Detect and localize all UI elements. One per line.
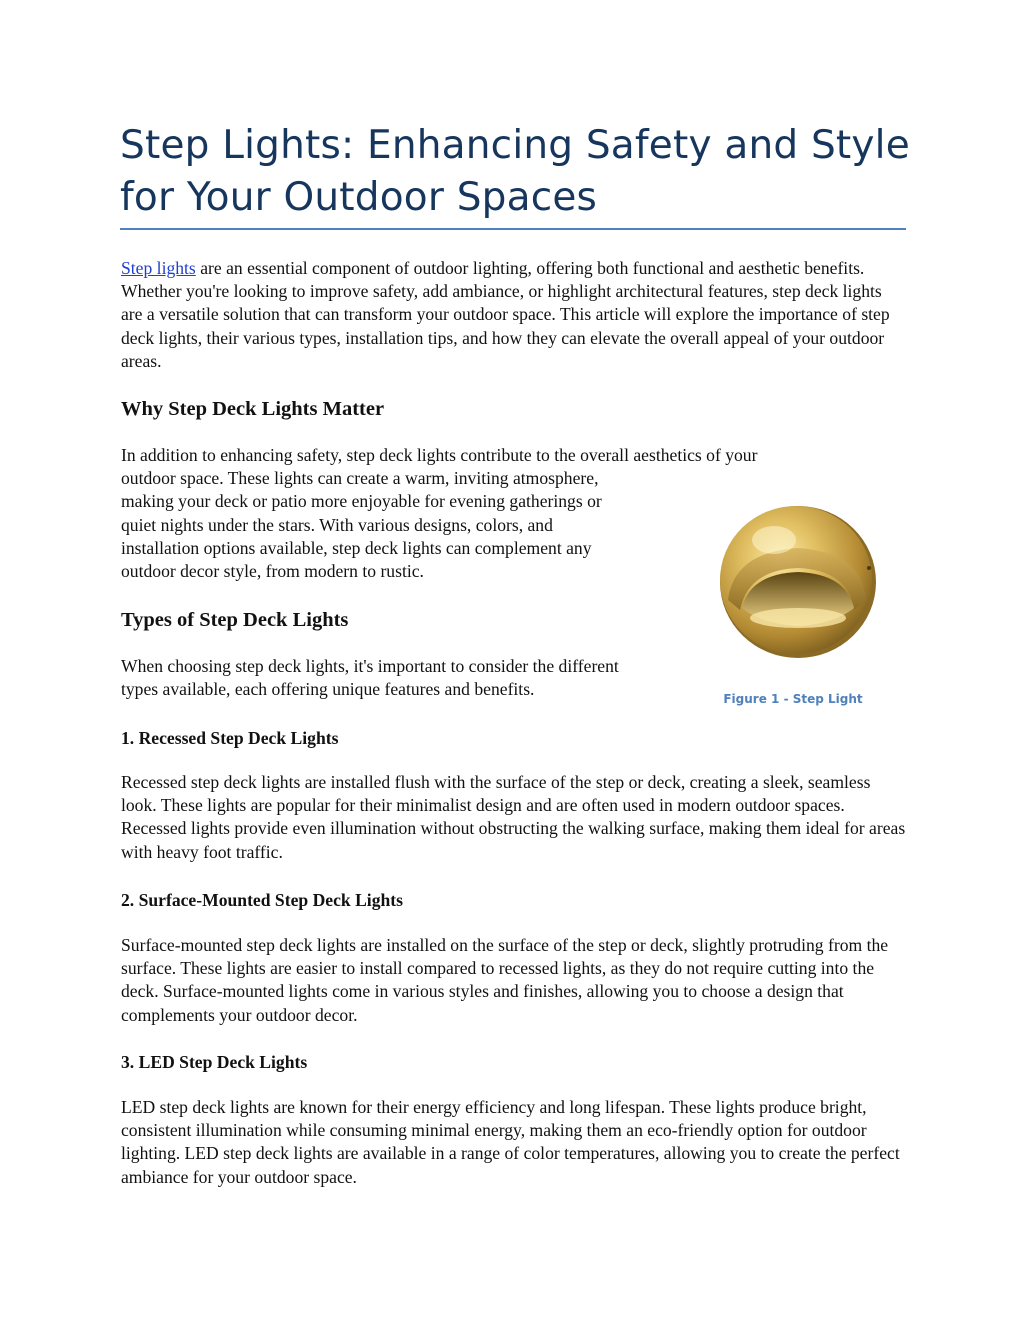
page-title: Step Lights: Enhancing Safety and Style for Your Outdoor Spaces (120, 123, 910, 220)
figure-caption: Figure 1 - Step Light (723, 692, 863, 706)
why-line: outdoor decor style, from modern to rustic. (121, 561, 424, 582)
step-lights-link[interactable]: Step lights (121, 258, 196, 278)
brass-step-light-image (714, 500, 884, 660)
types-intro-paragraph (121, 655, 701, 701)
heading-recessed-step-deck-lights: 1. Recessed Step Deck Lights (121, 728, 339, 748)
surface-mounted-paragraph: Surface-mounted step deck lights are installed on the surface of the step or deck, slightly protruding from the surface. These lights are easier to install compared to recessed lights, as they do not require cutting into the deck. Surface-mounted lights come in various styles and finishes, allowing you to choose a design that complements your outdoor decor. (121, 935, 889, 1025)
recessed-paragraph: Recessed step deck lights are installed flush with the surface of the step or deck, creating a sleek, seamless look. These lights are popular for their minimalist design and are often used in modern outdoor spaces. Recessed lights provide even illumination without obstructing the walking surface, making them ideal for areas with heavy foot traffic. (121, 772, 906, 862)
types-line: When choosing step deck lights, it's important to consider the different (121, 656, 619, 676)
heading-types-of-step-deck-lights: Types of Step Deck Lights (121, 609, 349, 631)
types-line: types available, each offering unique features and benefits. (121, 679, 535, 700)
heading-surface-mounted-step-deck-lights: 2. Surface-Mounted Step Deck Lights (121, 890, 403, 910)
why-line: quiet nights under the stars. With various designs, colors, and (121, 514, 553, 535)
why-line: installation options available, step deck lights can complement any (121, 537, 592, 558)
intro-paragraph (121, 257, 906, 373)
title-underline (120, 228, 906, 230)
why-line: outdoor space. These lights can create a warm, inviting atmosphere, (121, 468, 599, 489)
led-paragraph: LED step deck lights are known for their energy efficiency and long lifespan. These lights produce bright, consistent illumination while consuming minimal energy, making them an eco-friendly option for outdoor lighting. LED step deck lights are available in a range of color temperatures, allowing you to create the perfect ambiance for your outdoor space. (121, 1097, 900, 1187)
figure-step-light (700, 500, 896, 720)
heading-led-step-deck-lights: 3. LED Step Deck Lights (121, 1052, 308, 1072)
intro-text: are an essential component of outdoor lighting, offering both functional and aesthetic benefits. Whether you're looking to improve safety, add ambiance, or highlight architectural features, step deck lights are a versatile solution that can transform your outdoor space. This article will explore the importance of step deck lights, their various types, installation tips, and how they can elevate the overall appeal of your outdoor areas. (121, 258, 890, 371)
why-line: making your deck or patio more enjoyable for evening gatherings or (121, 491, 602, 512)
heading-why-step-deck-lights: Why Step Deck Lights Matter (121, 398, 385, 420)
why-line-full: In addition to enhancing safety, step deck lights contribute to the overall aesthetics of your (121, 445, 758, 465)
